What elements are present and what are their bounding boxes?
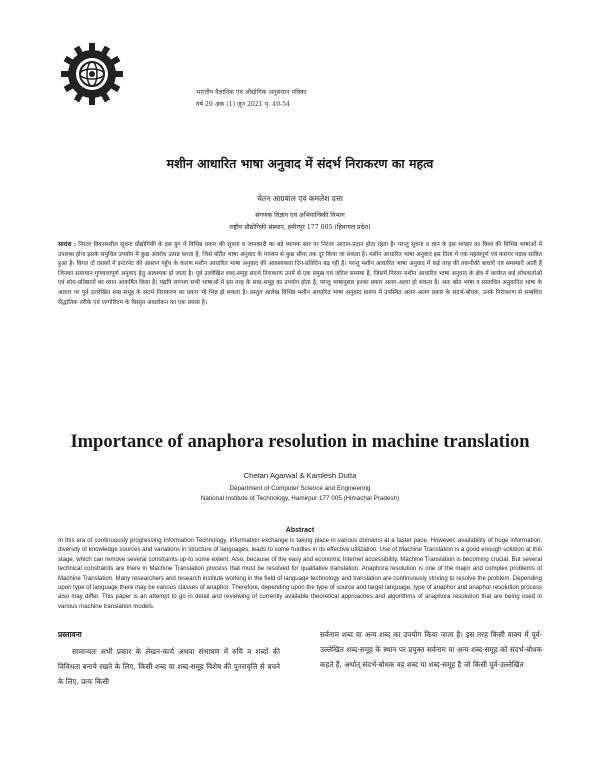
english-institute: National Institute of Technology, Hamirpur 177 005 (Himachal Pradesh) (200, 495, 400, 502)
hindi-department: संगणक विज्ञान एवं अभियान्त्रिकी विभाग (255, 212, 345, 219)
hindi-abstract (58, 240, 542, 336)
hindi-authors: चेतन आग्रवाल एवं कमलेश दत्ता (257, 194, 343, 203)
abstract-heading: Abstract (285, 527, 315, 534)
body-text-right: सर्वनाम शब्द या अन्य शब्द का उपयोग किया जाता है। इस तरह किसी वाक्य में पूर्व-उल्लेखित शब्द-समूह के स्थान पर प्रयुक्त सर्वनाम या अन्य शब्द-समूह को संदर्भ-बोधक कहते हैं, अर्थात् संदर्भ-बोधक वह शब्द या शब्द-समूह है जो किसी पूर्व-उल्लेखित (320, 630, 542, 669)
journal-name: भारतीय वैज्ञानिक एवं औद्योगिक अनुसंधान पत्रिका (196, 89, 307, 96)
institution-logo (58, 40, 126, 108)
english-department: Department of Computer Science and Engineering (229, 485, 371, 492)
body-text-left: सामान्यतः सभी प्रकार के लेखन-कार्य अथवा संभाषण में रुचि व शब्दों की विविधता बनाये रखने के लिए, किसी शब्द या शब्द-समूह विशेष की पुनरावृत्ति से बचने के लिए, प्रायः किसी (58, 647, 280, 686)
hindi-affiliation (0, 210, 600, 234)
journal-volume: वर्ष 29 अंक (1) जून 2021 पृ. 49-54 (196, 101, 290, 108)
body-column-left (58, 627, 280, 690)
english-abstract: In this era of continuously progressing Information Technology, information exchange is taking place in various domains at a faster pace. However, availability of huge information, diversity of knowledge sources and variations in structure of languages, leads to some hurdles in its effective utilization. Use of Machine Translation is a good enough solution at this stage, which can remove several constraints up-to some extent. Also, because of the easy and economic Internet accessibility, Machine Translation is becoming crucial. But several technical constraints are there in Machine Translation process that must be resolved for qualitative translation. Anaphora resolution is one of the major and complex problems of Machine Translation. Many researchers and research institute working in the field of language technology and translation are continuously striving to resolve the problem. Depending upon type of language there may be various classes of anaphor. Therefore, depending upon the type of source and target language, type of anaphor and anaphor resolution process also may differ. This paper is an attempt to go in detail and reviewing of currently available theoretical approaches and algorithms of anaphora resolution that are being used in various machine translation models. (58, 538, 542, 610)
body-column-right (320, 627, 542, 687)
section-heading: प्रस्तावना (58, 630, 82, 639)
english-authors: Chetan Agarwal & Kamlesh Dutta (243, 471, 357, 480)
hindi-title: मशीन आधारित भाषा अनुवाद में संदर्भ निराकरण का महत्व (166, 156, 434, 171)
hindi-abstract-text: निरंतर विकासशील सूचना प्रौद्योगिकी के इस युग में विभिन्न प्रकार की सूचना व जानकारी का बड़े व्यापक स्तर पर निरंतर आदान-प्रदान होता रहता है। परन्तु सूचना व ज्ञान के इस भण्डार का विश्व की विभिन्न भाषाओं में उपलब्ध होना इसके समुचित उपयोग में कुछ अवरोध उत्पन्न करता है, जिसे वर्तित भाषा अनुवाद के माध्यम से कुछ सीमा तक दूर किया जा सकता है। मशीन आधारित भाषा अनुवाद इस दिशा में एक महत्वपूर्ण एवं कारगर पड़ाव साबित हुआ है। विगत दो दशकों में इन्टरनेट की आसान पहुँच के कारण मशीन आधारित भाषा अनुवाद की आवश्यकता दिन-प्रतिदिन बढ़ रही है। परन्तु मशीन आधारित भाषा अनुवाद में कई तरह की तकनीकी बाधाएँ एवं समस्याएँ आती हैं जिनका समाधान गुणवत्तापूर्ण अनुवाद हेतु आवश्यक हो जाता है। पूर्व उल्लेखित शब्द-समूह संदर्भ निराकरण उनमें से एक प्रमुख एवं जटिल समस्या है, जिसमें निरंतर मशीन आधारित भाषा अनुवाद के क्षेत्र में कार्यरत कई शोधकर्ताओं एवं शोध-प्रतिष्ठानों का ध्यान आकर्षित किया है। यद्यपि लगभग सभी भाषाओं में इस तरह के शब्द-समूह का उपयोग होता है, परन्तु भाषानुसार इनका प्रकार अलग-अलग हो सकता है। अतः स्रोत भाषा व प्रस्तावित अनुवादित भाषा के आधार पर पूर्व उल्लेखित शब्द-समूह के संदर्भ निराकरण का प्रकार भी भिन्न हो सकता है। प्रस्तुत आलेख विभिन्न मशीन आधारित भाषा अनुवाद प्रारूप में उपस्थित अलग-अलग प्रकार के संदर्भ-बोधक, उनके निराकरण से सम्बंधित सैद्धांतिक तरीके एवं एल्गोरिदम के विस्तृत अवलोकन का एक प्रयास है। (58, 242, 542, 306)
hindi-institute: राष्ट्रीय प्रौद्योगिकी संस्थान, हमीरपुर 177 005 (हिमाचल प्रदेश) (229, 224, 371, 231)
hindi-abstract-label: सारांश : (58, 241, 77, 248)
english-title: Importance of anaphora resolution in machine translation (70, 432, 530, 452)
journal-citation (196, 87, 306, 111)
english-affiliation (0, 484, 600, 504)
